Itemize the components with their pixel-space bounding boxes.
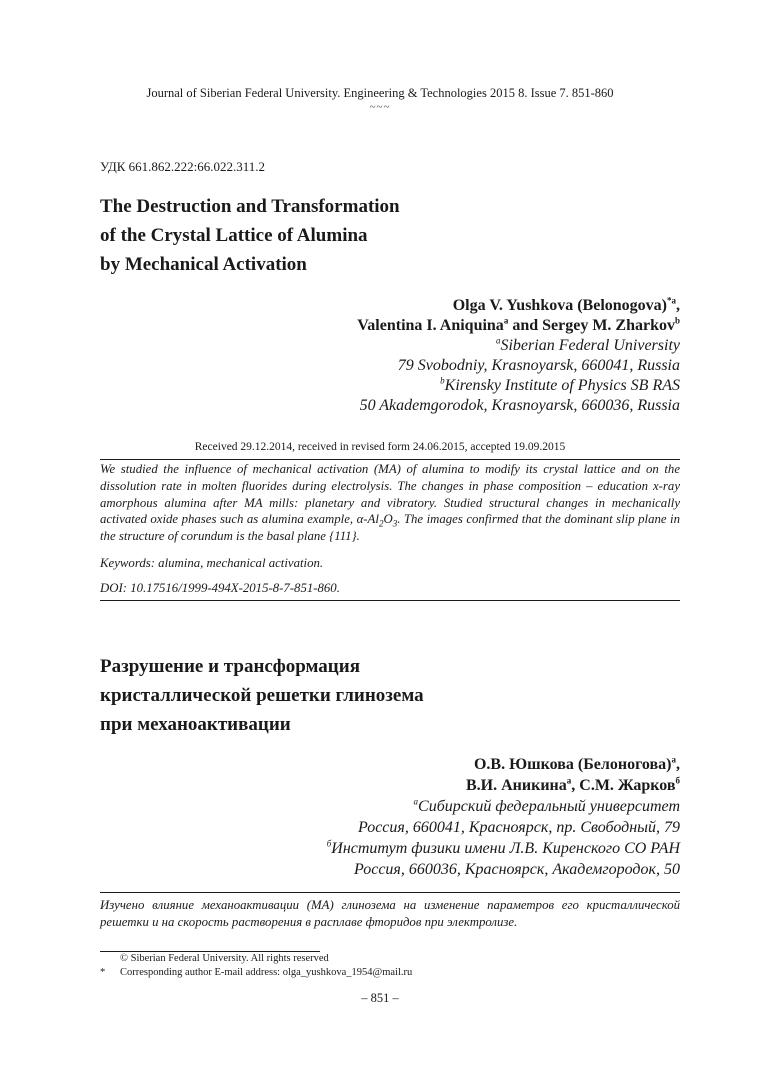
affiliation: $^б$Институт физики имени Л.В. Киренского СО РАН (326, 838, 680, 857)
title-line: кристаллической решетки глинозема (100, 685, 424, 706)
corresponding-author-footnote: * Corresponding author E-mail address: olga_yushkova_1954@mail.ru (100, 967, 413, 978)
english-title (100, 192, 400, 279)
divider (100, 600, 680, 601)
russian-authors (327, 754, 680, 880)
divider (100, 892, 680, 893)
journal-header: Journal of Siberian Federal University. Engineering & Technologies 2015 8. Issue 7. 851-860 (146, 86, 614, 100)
title-line: of the Crystal Lattice of Alumina (100, 225, 368, 246)
affiliation-address: Россия, 660036, Красноярск, Академгородок, 50 (354, 861, 680, 878)
affiliation: $^b$Kirensky Institute of Physics SB RAS (440, 375, 680, 394)
header-ornament: ~~~ (369, 101, 391, 113)
title-line: by Mechanical Activation (100, 254, 307, 275)
title-line: при механоактивации (100, 714, 291, 735)
received-dates: Received 29.12.2014, received in revised form 24.06.2015, accepted 19.09.2015 (194, 441, 566, 453)
title-line: Разрушение и трансформация (100, 656, 360, 677)
affiliation-address: Россия, 660041, Красноярск, пр. Свободный, 79 (358, 819, 680, 836)
english-authors (357, 296, 680, 416)
footnote-divider (100, 951, 320, 952)
author-line: Olga V. Yushkova (Belonogova)$^{*a}$, (452, 295, 680, 314)
affiliation-address: 50 Akademgorodok, Krasnoyarsk, 660036, Russia (359, 397, 680, 414)
affiliation: $^а$Сибирский федеральный университет (413, 796, 680, 815)
keywords: Keywords: alumina, mechanical activation. (100, 556, 324, 570)
russian-abstract: Изучено влияние механоактивации (МА) глинозема на изменение параметров его кристаллической решетки и на скорость растворения в расплаве фторидов при электролизе. (100, 898, 680, 929)
author-line: О.В. Юшкова (Белоногова)$^а$, (473, 754, 680, 773)
russian-title (100, 652, 424, 739)
doi: DOI: 10.17516/1999-494X-2015-8-7-851-860. (100, 581, 340, 595)
affiliation: $^a$Siberian Federal University (495, 335, 680, 354)
affiliation-address: 79 Svobodniy, Krasnoyarsk, 660041, Russia (397, 357, 680, 374)
title-line: The Destruction and Transformation (100, 196, 400, 217)
author-line: Valentina I. Aniquina$^a$ and Sergey M. Zharkov$^b$ (357, 315, 680, 334)
udk-code: УДК 661.862.222:66.022.311.2 (100, 159, 266, 174)
page-number: – 851 – (361, 991, 399, 1005)
divider (100, 459, 680, 460)
english-abstract: We studied the influence of mechanical activation (MA) of alumina to modify its crystal lattice and on the dissolution rate in molten fluorides during electrolysis. The changes in phase composition – education x-ray amorphous alumina after MA mills: planetary and vibratory. Studied structural changes in mechanically activated oxide phases such as alumina example, $\alpha-Al_2O_3$. The images confirmed that the dominant slip plane in the structure of corundum is the basal plane {111}. (100, 462, 681, 544)
author-line: В.И. Аникина$^а$, С.М. Жарков$^б$ (466, 775, 680, 794)
copyright-footnote: © Siberian Federal University. All rights reserved (120, 953, 329, 964)
